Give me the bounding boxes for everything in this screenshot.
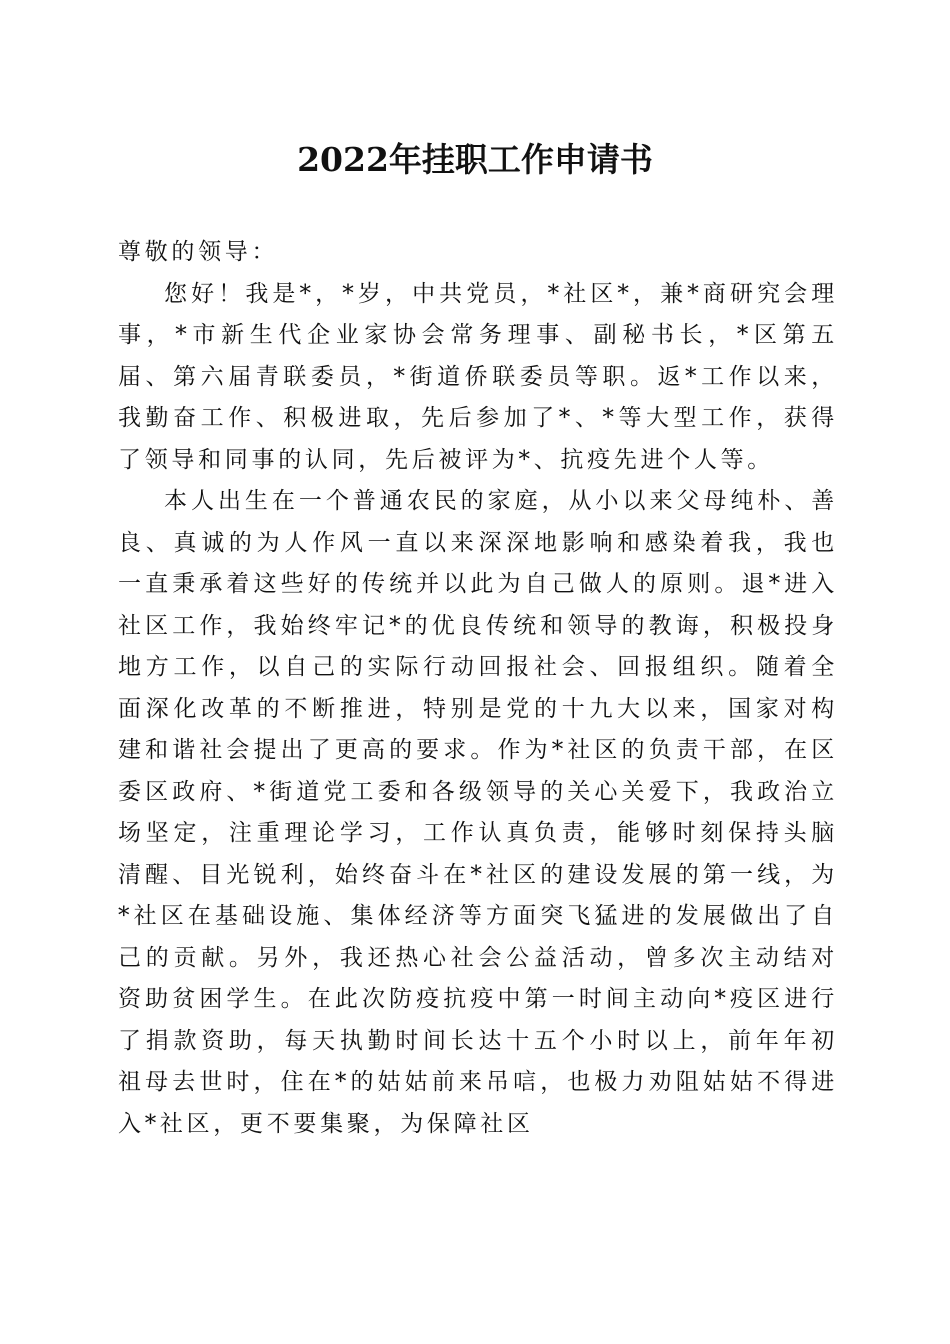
salutation: 尊敬的领导： — [118, 239, 279, 265]
paragraph-2: 本人出生在一个普通农民的家庭，从小以来父母纯朴、善良、真诚的为人作风一直以来深深地影响和感染着我，我也一直秉承着这些好的传统并以此为自己做人的原则。退*进入社区工作，我始终牢记*的优良传统和领导的教诲，积极投身地方工作，以自己的实际行动回报社会、回报组织。随着全面深化改革的不断推进，特别是党的十九大以来，国家对构建和谐社会提出了更高的要求。作为*社区的负责干部，在区委区政府、*街道党工委和各级领导的关心关爱下，我政治立场坚定，注重理论学习，工作认真负责，能够时刻保持头脑清醒、目光锐利，始终奋斗在*社区的建设发展的第一线，为*社区在基础设施、集体经济等方面突飞猛进的发展做出了自己的贡献。另外，我还热心社会公益活动，曾多次主动结对资助贫困学生。在此次防疫抗疫中第一时间主动向*疫区进行了捐款资助，每天执勤时间长达十五个小时以上，前年年初祖母去世时，住在*的姑姑前来吊唁，也极力劝阻姑姑不得进入*社区，更不要集聚，为保障社区 — [118, 488, 838, 1137]
document-title: 2022年挂职工作申请书 — [297, 140, 653, 179]
document-body — [118, 232, 838, 1145]
paragraph-1: 您好！我是*，*岁，中共党员，*社区*，兼*商研究会理事，*市新生代企业家协会常务理事、副秘书长，*区第五届、第六届青联委员，*街道侨联委员等职。返*工作以来，我勤奋工作、积极进取，先后参加了*、*等大型工作，获得了领导和同事的认同，先后被评为*、抗疫先进个人等。 — [118, 280, 838, 473]
